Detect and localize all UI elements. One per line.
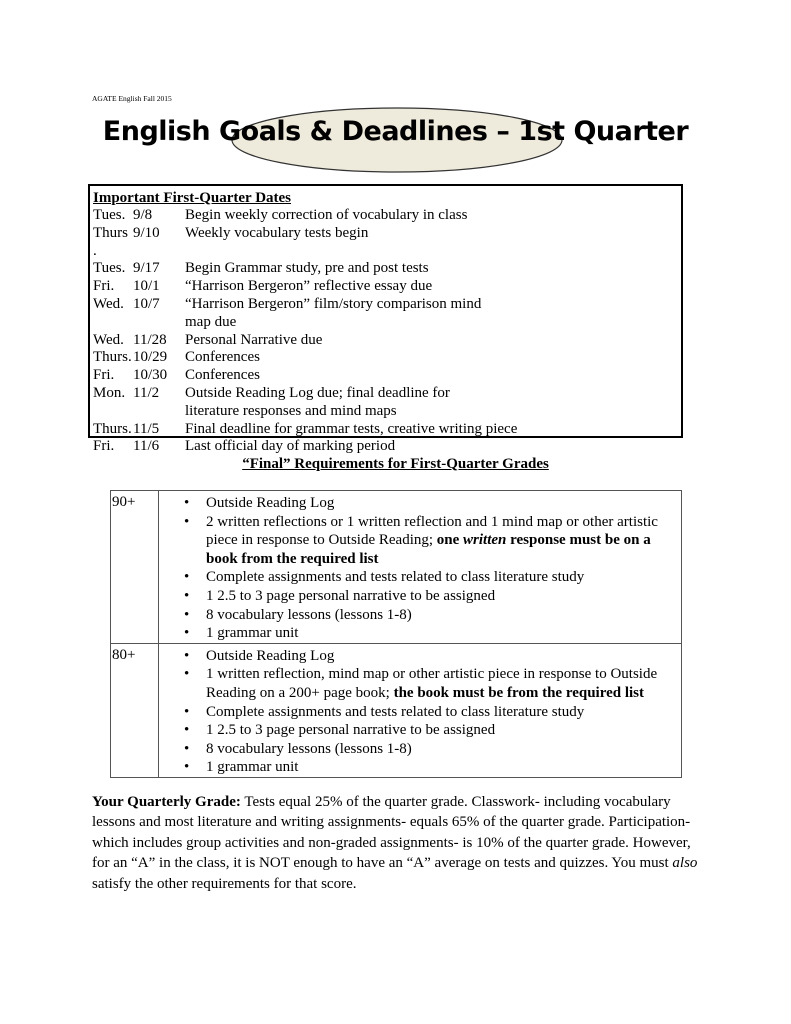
requirements-heading: “Final” Requirements for First-Quarter Grades (242, 456, 549, 472)
requirements-list (159, 491, 681, 643)
date-description: Final deadline for grammar tests, creative writing piece (185, 420, 518, 437)
list-item: • 8 vocabulary lessons (lessons 1-8) (206, 606, 681, 625)
list-item: • 1 grammar unit (206, 624, 681, 643)
date-day: Thurs. (93, 349, 132, 366)
date-description: Conferences (185, 349, 260, 366)
course-header: AGATE English Fall 2015 (92, 94, 172, 103)
date-value: 11/2 (133, 384, 160, 401)
item-text-bold: response must be on a book from the required list (206, 532, 651, 567)
date-day: Mon. (93, 384, 126, 401)
table-row (111, 643, 682, 777)
date-day: Fri. (93, 438, 115, 455)
table-row (111, 491, 682, 644)
date-description: Conferences (185, 367, 260, 384)
list-item: • 1 grammar unit (206, 758, 681, 777)
grade-label: 80+ (111, 643, 159, 777)
item-text: 1 written reflection, mind map or other artistic piece in response to Outside Reading on a 200+ page book; (206, 666, 658, 701)
requirements-cell (159, 643, 682, 777)
date-day: Fri. (93, 278, 115, 295)
list-item: • 8 vocabulary lessons (lessons 1-8) (206, 740, 681, 759)
date-value: 10/29 (133, 349, 168, 366)
date-description (185, 296, 505, 332)
grade-label: 90+ (111, 491, 159, 644)
date-day: Wed. (93, 331, 124, 348)
date-row (93, 332, 681, 350)
important-dates-box (88, 184, 683, 455)
requirements-list (159, 644, 681, 777)
date-value: 9/17 (133, 260, 160, 277)
date-row (93, 438, 681, 456)
quarterly-grade-text: satisfy the other requirements for that score. (92, 875, 357, 892)
date-row (93, 207, 681, 225)
date-row (93, 225, 681, 261)
date-row (93, 278, 681, 296)
date-day: Tues. (93, 207, 126, 223)
date-description: Begin Grammar study, pre and post tests (185, 260, 429, 277)
list-item: • 1 2.5 to 3 page personal narrative to be assigned (206, 721, 681, 740)
date-day: Thurs . (93, 224, 128, 259)
date-value: 9/10 (133, 224, 160, 241)
date-day: Thurs. (93, 420, 132, 437)
date-value: 10/1 (133, 278, 160, 295)
date-row (93, 367, 681, 385)
date-description-line: map due (185, 313, 237, 330)
date-description: Last official day of marking period (185, 438, 396, 455)
title-area (0, 104, 791, 174)
date-value: 10/30 (133, 367, 168, 384)
quarterly-grade-emphasis: also (672, 855, 698, 872)
date-description: “Harrison Bergeron” reflective essay due (185, 278, 433, 295)
list-item: • 1 2.5 to 3 page personal narrative to be assigned (206, 587, 681, 606)
list-item: • Outside Reading Log (206, 647, 681, 666)
date-value: 9/8 (133, 207, 153, 223)
item-text-bold: one (436, 532, 464, 549)
date-row (93, 296, 681, 332)
requirements-table (110, 490, 682, 778)
date-description: Personal Narrative due (185, 331, 323, 348)
date-row (93, 421, 681, 439)
date-description-line: Outside Reading Log due; final deadline for (185, 384, 450, 401)
date-description-line: “Harrison Bergeron” film/story comparison mind (185, 295, 482, 312)
item-text-bold: the book must be from the required list (393, 684, 645, 701)
date-day: Wed. (93, 295, 124, 312)
date-value: 11/5 (133, 420, 160, 437)
page-title: English Goals & Deadlines – 1st Quarter (102, 116, 689, 147)
date-value: 11/6 (133, 438, 160, 455)
date-description: Weekly vocabulary tests begin (185, 224, 369, 241)
requirements-cell (159, 491, 682, 644)
date-description-line: literature responses and mind maps (185, 402, 397, 419)
list-item: • Complete assignments and tests related to class literature study (206, 703, 681, 722)
item-text: 2 written reflections or 1 written reflection and 1 mind map or other artistic piece in response to Outside Reading; (206, 513, 658, 549)
list-item: • Complete assignments and tests related to class literature study (206, 568, 681, 587)
quarterly-grade-label: Your Quarterly Grade: (92, 794, 241, 810)
date-description (185, 385, 505, 421)
list-item (206, 665, 681, 702)
quarterly-grade-paragraph (92, 792, 702, 894)
list-item (206, 513, 681, 569)
important-dates-heading: Important First-Quarter Dates (93, 190, 292, 206)
date-value: 11/28 (133, 331, 167, 348)
date-day: Fri. (93, 367, 115, 384)
date-row (93, 385, 681, 421)
date-description: Begin weekly correction of vocabulary in class (185, 207, 468, 223)
quarterly-grade-text: Tests equal 25% of the quarter grade. Classwork- including vocabulary lessons and most literature and writing assignments- equals 65% of the quarter grade. Participation- which includes group activities and non-graded assignments- is 10% of the quarter grade. However, for an “A” in the class, it is NOT enough to have an “A” average on tests and quizzes. You must (92, 794, 691, 872)
date-day: Tues. (93, 260, 126, 277)
list-item: • Outside Reading Log (206, 494, 681, 513)
date-row (93, 260, 681, 278)
date-value: 10/7 (133, 295, 160, 312)
item-text-bold-italic: written (463, 532, 507, 549)
date-row (93, 349, 681, 367)
